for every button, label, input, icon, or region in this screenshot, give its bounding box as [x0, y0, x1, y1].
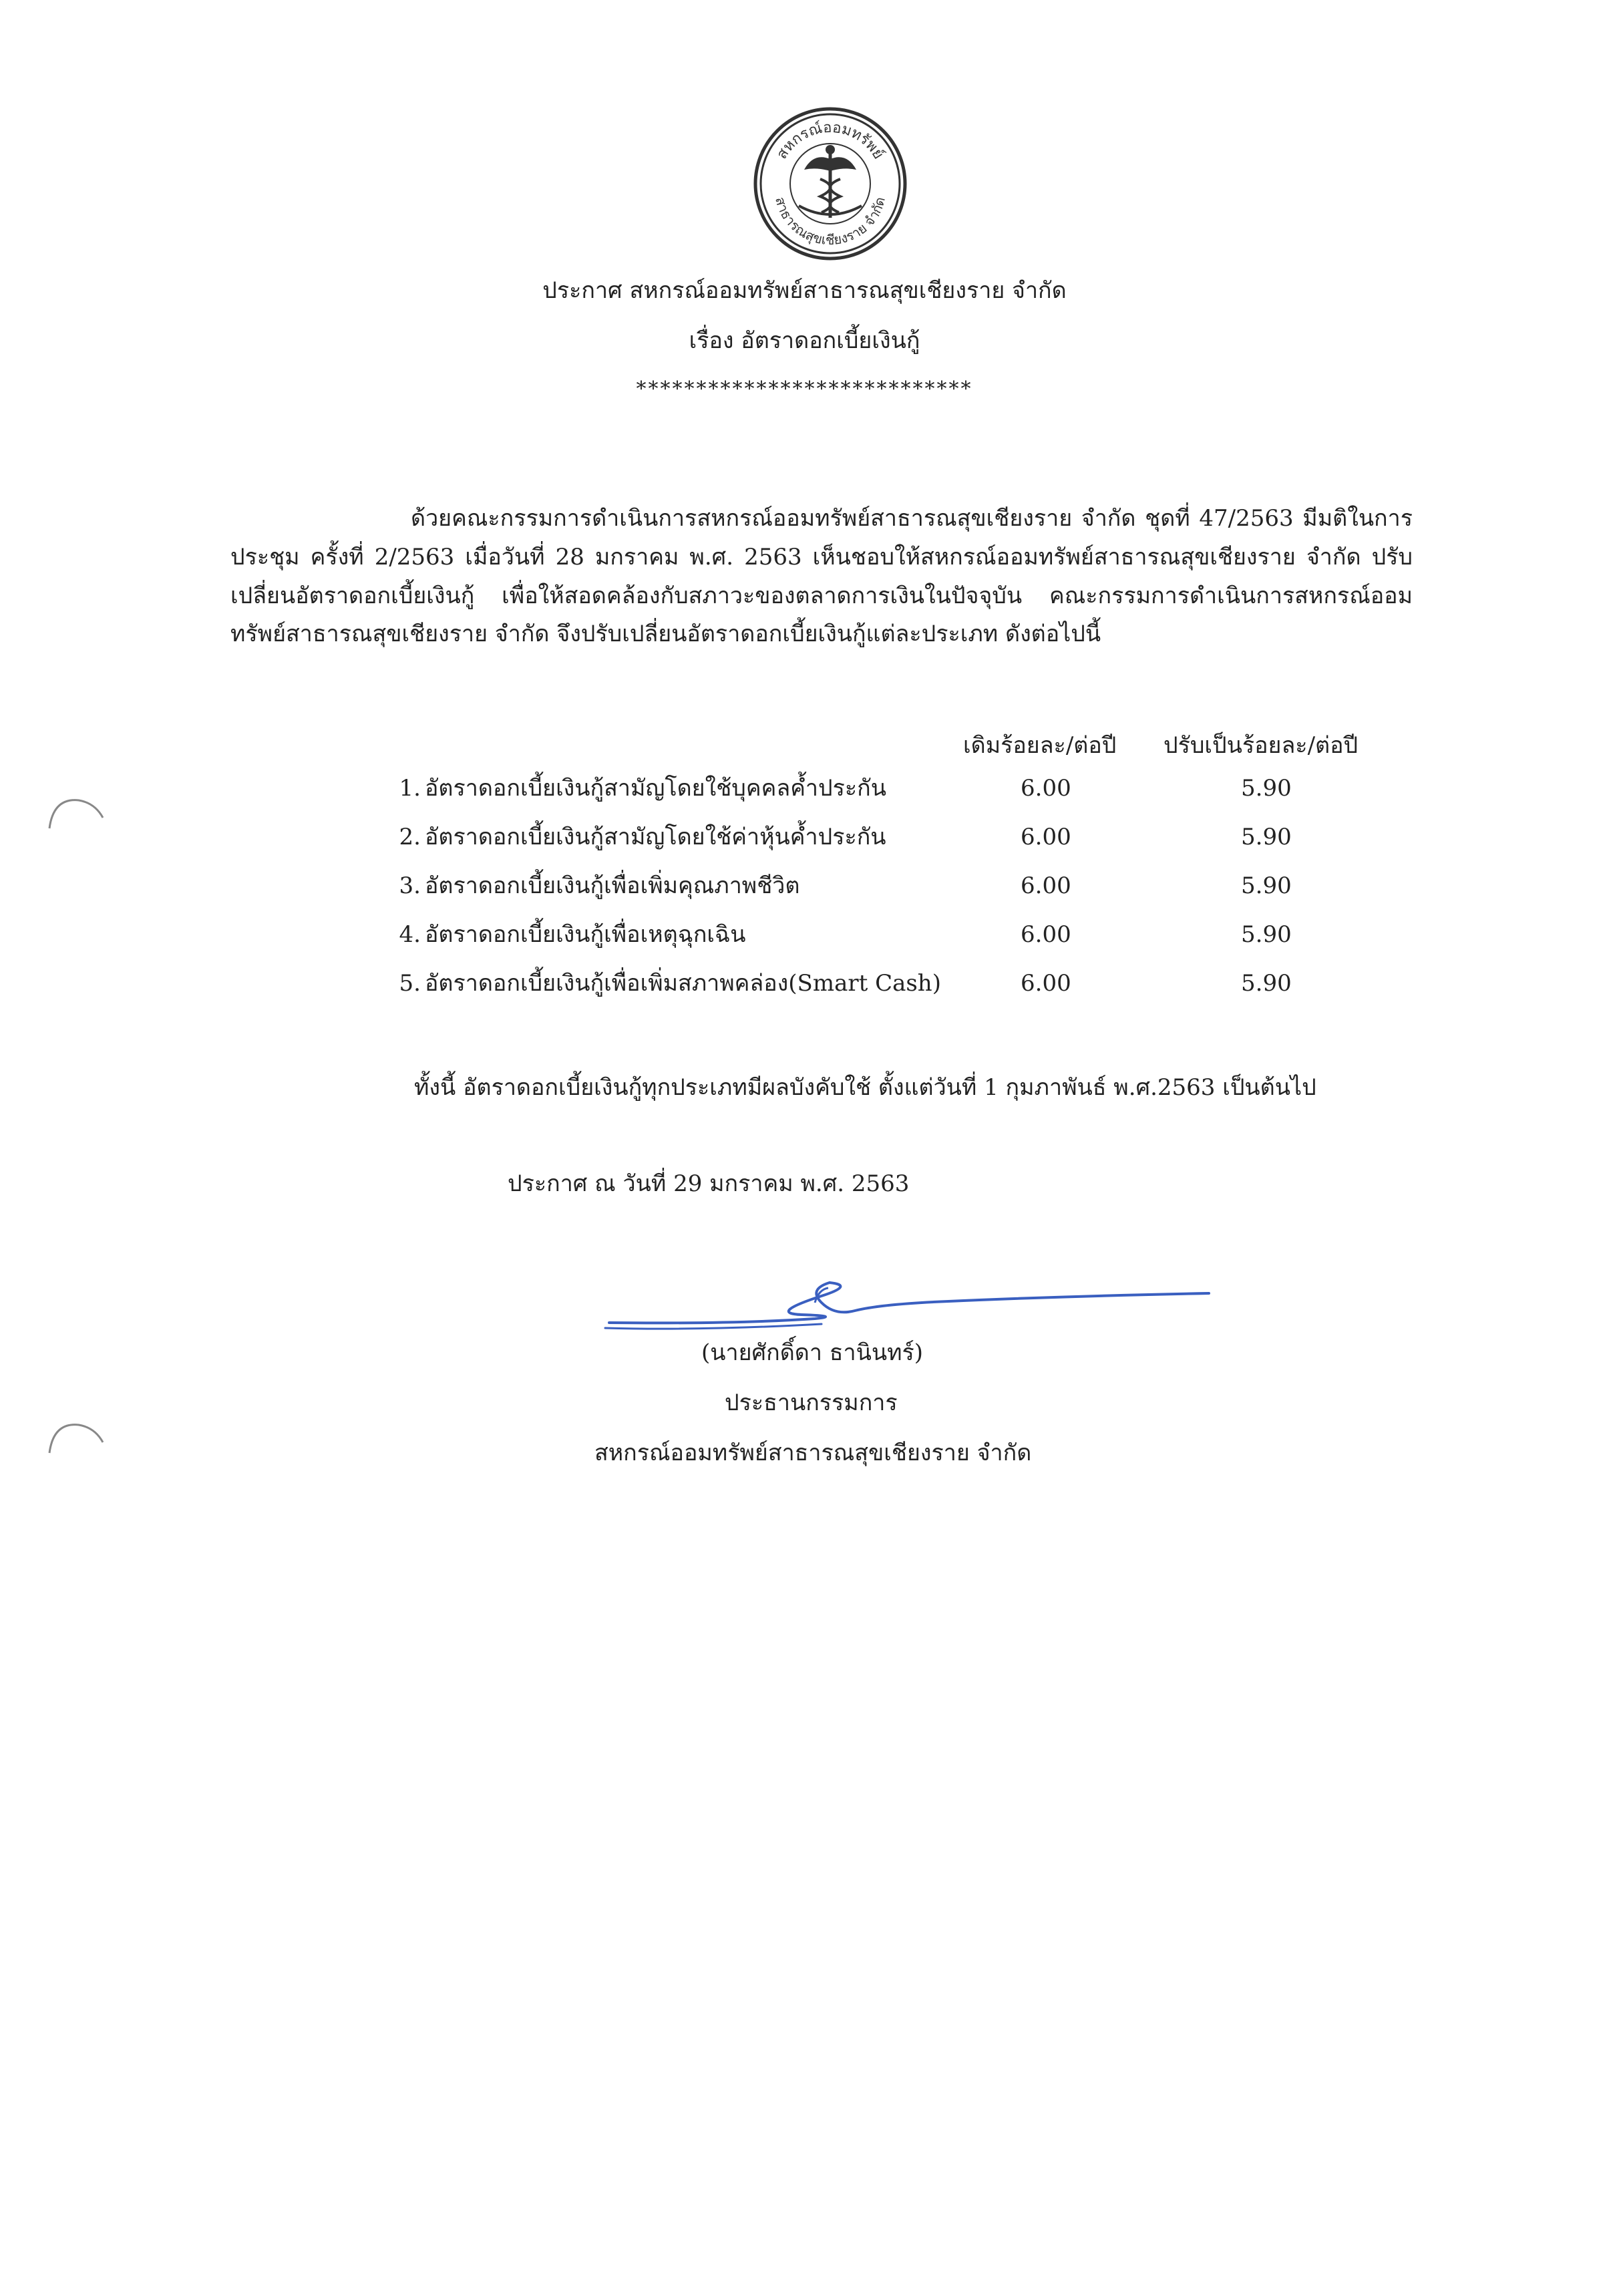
signatory-position: ประธานกรรมการ — [725, 1389, 898, 1416]
row-number: 2. — [399, 824, 421, 850]
rate-row — [387, 775, 1389, 808]
effective-date-text: ทั้งนี้ อัตราดอกเบี้ยเงินกู้ทุกประเภทมีผลบังคับใช้ ตั้งแต่วันที่ 1 กุมภาพันธ์ พ.ศ.2563 เป็นต้นไป — [414, 1074, 1316, 1101]
row-label: อัตราดอกเบี้ยเงินกู้สามัญโดยใช้บุคคลค้ำประกัน — [425, 775, 886, 802]
seal-text-bottom: สาธารณสุขเชียงราย จำกัด — [772, 195, 888, 248]
header-divider: **************************** — [636, 377, 973, 401]
old-rate: 6.00 — [1021, 970, 1071, 997]
row-number: 3. — [399, 872, 421, 899]
rate-row — [387, 921, 1389, 955]
new-rate: 5.90 — [1241, 775, 1292, 802]
punch-hole-mark — [47, 788, 107, 835]
row-label: อัตราดอกเบี้ยเงินกู้สามัญโดยใช้ค่าหุ้นค้ำประกัน — [425, 824, 886, 850]
row-label: อัตราดอกเบี้ยเงินกู้เพื่อเหตุฉุกเฉิน — [425, 921, 746, 948]
rate-row — [387, 872, 1389, 906]
row-label: อัตราดอกเบี้ยเงินกู้เพื่อเพิ่มสภาพคล่อง(Smart Cash) — [425, 970, 941, 997]
punch-hole-mark — [47, 1413, 107, 1460]
old-rate: 6.00 — [1021, 775, 1071, 802]
col-header-old-rate: เดิมร้อยละ/ต่อปี — [963, 732, 1117, 759]
rate-row — [387, 970, 1389, 1003]
cooperative-seal — [752, 106, 908, 262]
rates-table — [387, 727, 1389, 1007]
document-subject: เรื่อง อัตราดอกเบี้ยเงินกู้ — [689, 327, 920, 354]
new-rate: 5.90 — [1241, 970, 1292, 997]
document-title: ประกาศ สหกรณ์ออมทรัพย์สาธารณสุขเชียงราย จำกัด — [542, 277, 1067, 304]
old-rate: 6.00 — [1021, 921, 1071, 948]
old-rate: 6.00 — [1021, 872, 1071, 899]
row-number: 1. — [399, 775, 421, 802]
row-number: 4. — [399, 921, 421, 948]
signatory-organization: สหกรณ์ออมทรัพย์สาธารณสุขเชียงราย จำกัด — [594, 1440, 1032, 1466]
new-rate: 5.90 — [1241, 824, 1292, 850]
new-rate: 5.90 — [1241, 872, 1292, 899]
old-rate: 6.00 — [1021, 824, 1071, 850]
new-rate: 5.90 — [1241, 921, 1292, 948]
announcement-paragraph — [230, 500, 1413, 654]
announce-date: ประกาศ ณ วันที่ 29 มกราคม พ.ศ. 2563 — [508, 1170, 910, 1197]
col-header-new-rate: ปรับเป็นร้อยละ/ต่อปี — [1164, 732, 1359, 759]
row-label: อัตราดอกเบี้ยเงินกู้เพื่อเพิ่มคุณภาพชีวิต — [425, 872, 800, 899]
row-number: 5. — [399, 970, 421, 997]
handwritten-signature — [601, 1249, 1216, 1336]
rate-row — [387, 824, 1389, 857]
announcement-text: ด้วยคณะกรรมการดำเนินการสหกรณ์ออมทรัพย์สาธารณสุขเชียงราย จำกัด ชุดที่ 47/2563 มีมติในการประชุม ครั้งที่ 2/2563 เมื่อวันที่ 28 มกราคม พ.ศ. 2563 เห็นชอบให้สหกรณ์ออมทรัพย์สาธารณสุขเชียงราย จำกัด ปรับเปลี่ยนอัตราดอกเบี้ยเงินกู้ เพื่อให้สอดคล้องกับสภาวะของตลาดการเงินในปัจจุบัน คณะกรรมการดำเนินการสหกรณ์ออมทรัพย์สาธารณสุขเชียงราย จำกัด จึงปรับเปลี่ยนอัตราดอกเบี้ยเงินกู้แต่ละประเภท ดังต่อไปนี้ — [230, 505, 1413, 648]
seal-text-top: สหกรณ์ออมทรัพย์ — [773, 119, 887, 162]
signatory-name: (นายศักดิ์ดา ธานินทร์) — [701, 1339, 924, 1366]
